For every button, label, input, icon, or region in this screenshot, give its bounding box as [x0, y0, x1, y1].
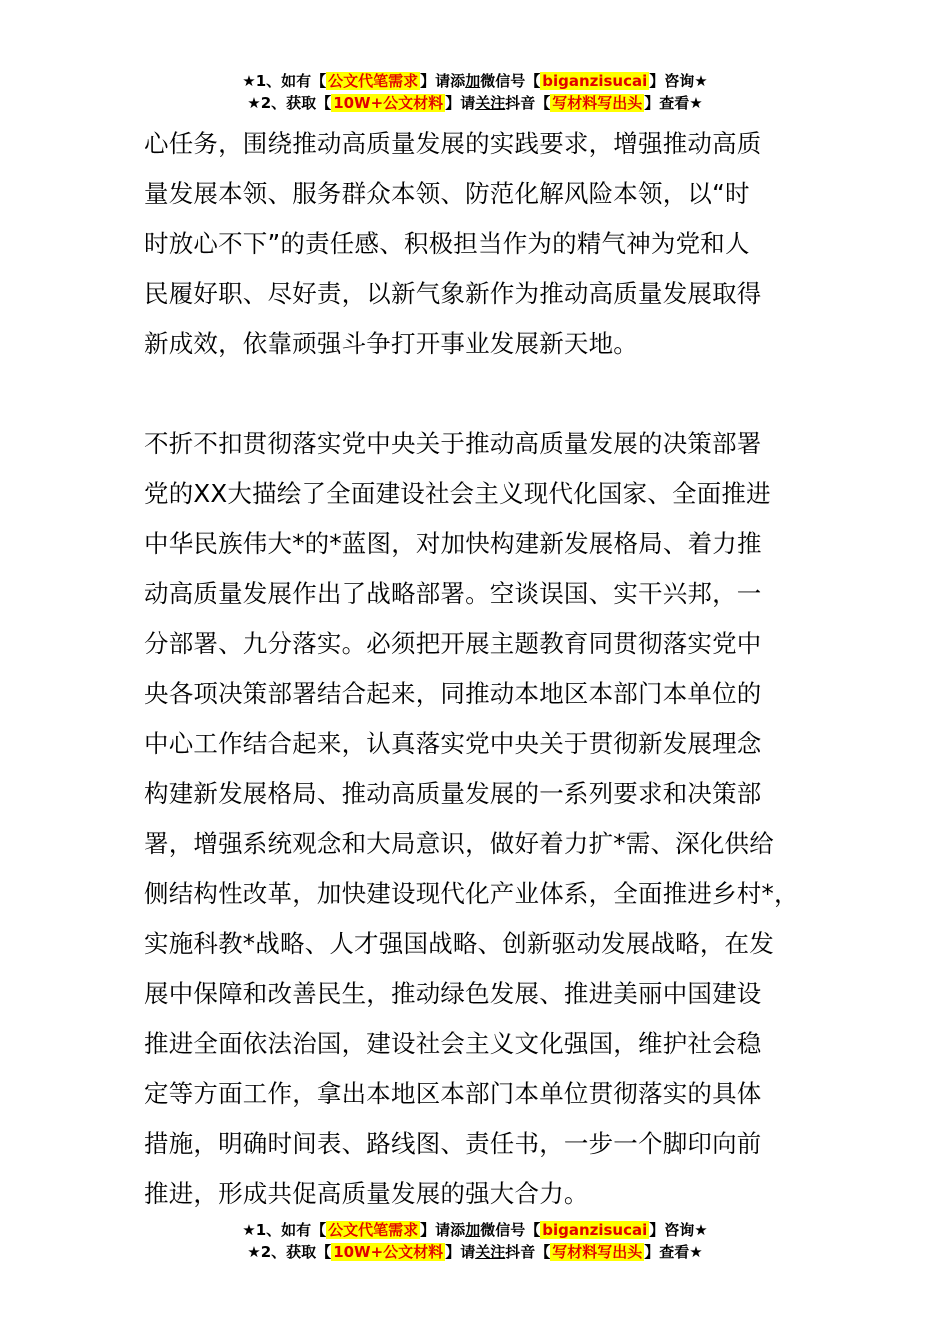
banner-underlined-text: 加: [465, 72, 481, 90]
text-line: 时放心不下”的责任感、积极担当作为的精气神为党和人: [144, 229, 750, 258]
banner-highlight: 10W+公文材料: [333, 94, 444, 112]
banner-highlight: 10W+公文材料: [333, 1243, 444, 1261]
banner-text: 】查看★: [644, 94, 703, 112]
paragraph-section: [144, 419, 834, 1219]
text-line: 心任务，围绕推动高质量发展的实践要求，增强推动高质: [144, 129, 762, 158]
banner-line-1: [0, 70, 950, 92]
banner-highlight: 写材料写出头: [552, 94, 643, 112]
banner-highlight: biganzisucai: [542, 72, 648, 90]
text-line: 构建新发展格局、推动高质量发展的一系列要求和决策部: [144, 779, 762, 808]
text-line: 民履好职、尽好责，以新气象新作为推动高质量发展取得: [144, 279, 762, 308]
text-line: 中心工作结合起来，认真落实党中央关于贯彻新发展理念: [144, 729, 762, 758]
text-line: 推进全面依法治国，建设社会主义文化强国，维护社会稳: [144, 1029, 762, 1058]
banner-highlight: 公文代笔需求: [328, 72, 419, 90]
text-line: 实施科教*战略、人才强国战略、创新驱动发展战略，在发: [144, 929, 774, 958]
text-line: 分部署、九分落实。必须把开展主题教育同贯彻落实党中: [144, 629, 762, 658]
text-line: 动高质量发展作出了战略部署。空谈误国、实干兴邦，一: [144, 579, 762, 608]
banner-underlined-text: 加: [465, 1221, 481, 1239]
section-heading-line: 不折不扣贯彻落实党中央关于推动高质量发展的决策部署: [144, 429, 762, 458]
banner-line-2: [0, 92, 950, 114]
banner-underlined-text: 关注: [475, 94, 506, 112]
banner-text: 微信号【: [480, 72, 541, 90]
banner-underlined-text: 关注: [475, 1243, 506, 1261]
text-line: 署，增强系统观念和大局意识，做好着力扩*需、深化供给: [144, 829, 774, 858]
banner-text: ★2、获取【: [247, 94, 332, 112]
text-line: 侧结构性改革，加快建设现代化产业体系，全面推进乡村*，: [144, 879, 799, 908]
text-line: 量发展本领、服务群众本领、防范化解风险本领，以“时: [144, 179, 750, 208]
banner-text: 】请添: [420, 1221, 466, 1239]
text-line: 定等方面工作，拿出本地区本部门本单位贯彻落实的具体: [144, 1079, 762, 1108]
text-line: 展中保障和改善民生，推动绿色发展、推进美丽中国建设: [144, 979, 762, 1008]
banner-text: 微信号【: [480, 1221, 541, 1239]
banner-highlight: 写材料写出头: [552, 1243, 643, 1261]
banner-text: ★1、如有【: [242, 72, 327, 90]
header-banner: [0, 70, 950, 114]
banner-highlight: biganzisucai: [542, 1221, 648, 1239]
paragraph-continued: [144, 119, 834, 369]
banner-text: 】请: [445, 94, 476, 112]
text-line: 推进，形成共促高质量发展的强大合力。: [144, 1179, 589, 1208]
text-line: 党的XX大描绘了全面建设社会主义现代化国家、全面推进: [144, 479, 771, 508]
banner-text: 】请: [445, 1243, 476, 1261]
banner-text: 抖音【: [505, 94, 551, 112]
banner-line-1: [0, 1219, 950, 1241]
text-line: 新成效，依靠顽强斗争打开事业发展新天地。: [144, 329, 638, 358]
banner-text: 】查看★: [644, 1243, 703, 1261]
banner-line-2: [0, 1241, 950, 1263]
text-line: 中华民族伟大*的*蓝图，对加快构建新发展格局、着力推: [144, 529, 762, 558]
footer-banner: [0, 1219, 950, 1263]
banner-highlight: 公文代笔需求: [328, 1221, 419, 1239]
banner-text: 抖音【: [505, 1243, 551, 1261]
banner-text: 】请添: [420, 72, 466, 90]
banner-text: ★2、获取【: [247, 1243, 332, 1261]
banner-text: 】咨询★: [649, 72, 708, 90]
banner-text: ★1、如有【: [242, 1221, 327, 1239]
banner-text: 】咨询★: [649, 1221, 708, 1239]
text-line: 措施，明确时间表、路线图、责任书，一步一个脚印向前: [144, 1129, 762, 1158]
text-line: 央各项决策部署结合起来，同推动本地区本部门本单位的: [144, 679, 762, 708]
